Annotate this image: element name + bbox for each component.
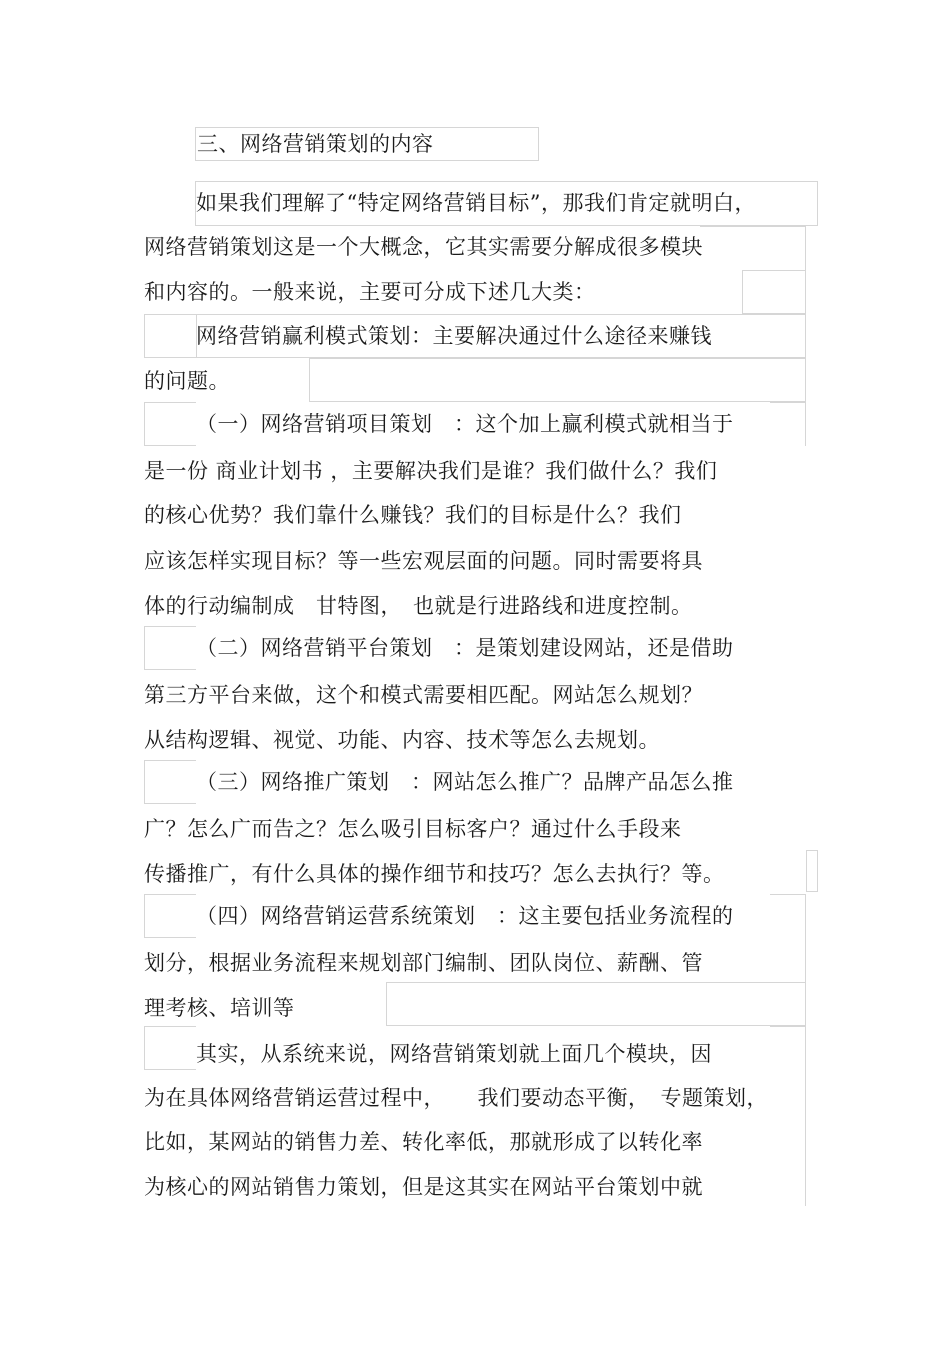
paragraph-line: （四）网络营销运营系统策划 ：这主要包括业务流程的 xyxy=(196,904,734,928)
paragraph-line: 的问题。 xyxy=(144,369,230,393)
paragraph-line: 划分，根据业务流程来规划部门编制、团队岗位、薪酬、管 xyxy=(144,951,703,975)
box-line xyxy=(742,270,806,314)
paragraph-line: 的核心优势？我们靠什么赚钱？我们的目标是什么？我们 xyxy=(144,503,682,527)
paragraph-line: （三）网络推广策划 ：网站怎么推广？品牌产品怎么推 xyxy=(196,770,734,794)
paragraph-line: 网络营销策划这是一个大概念，它其实需要分解成很多模块 xyxy=(144,235,703,259)
paragraph-line: 是一份 商业计划书 ，主要解决我们是谁？我们做什么？我们 xyxy=(144,459,718,483)
box-line xyxy=(770,402,806,446)
paragraph-line: 体的行动编制成 甘特图， 也就是行进路线和进度控制。 xyxy=(144,594,693,618)
paragraph-line: 理考核、培训等 xyxy=(144,996,295,1020)
box-line xyxy=(144,1026,196,1070)
box-line xyxy=(700,226,806,270)
paragraph-line: 比如，某网站的销售力差、转化率低，那就形成了以转化率 xyxy=(144,1130,703,1154)
paragraph-line: 其实，从系统来说，网络营销策划就上面几个模块，因 xyxy=(196,1042,712,1066)
box-line xyxy=(770,1026,806,1206)
paragraph-line: 从结构逻辑、视觉、功能、内容、技术等怎么去规划。 xyxy=(144,728,660,752)
box-line xyxy=(144,626,196,670)
box-line xyxy=(309,358,806,402)
box-line xyxy=(144,402,196,446)
paragraph-line: （一）网络营销项目策划 ：这个加上赢利模式就相当于 xyxy=(196,412,734,436)
paragraph-line: 如果我们理解了“特定网络营销目标”，那我们肯定就明白， xyxy=(196,191,756,215)
paragraph-line: 为核心的网站销售力策划，但是这其实在网站平台策划中就 xyxy=(144,1175,703,1199)
box-line xyxy=(144,760,196,804)
paragraph-line: 网络营销赢利模式策划：主要解决通过什么途径来赚钱 xyxy=(196,324,712,348)
box-line xyxy=(806,850,818,892)
paragraph-line: 和内容的。一般来说，主要可分成下述几大类： xyxy=(144,280,596,304)
section-heading: 三、网络营销策划的内容 xyxy=(197,132,434,156)
box-line xyxy=(144,314,196,358)
paragraph-line: 第三方平台来做，这个和模式需要相匹配。网站怎么规划？ xyxy=(144,683,703,707)
paragraph-line: （二）网络营销平台策划 ：是策划建设网站，还是借助 xyxy=(196,636,734,660)
paragraph-line: 应该怎样实现目标？等一些宏观层面的问题。同时需要将具 xyxy=(144,549,703,573)
paragraph-line: 广？怎么广而告之？怎么吸引目标客户？通过什么手段来 xyxy=(144,817,682,841)
box-line xyxy=(770,894,806,982)
paragraph-line: 为在具体网络营销运营过程中， 我们要动态平衡， 专题策划， xyxy=(144,1086,768,1110)
paragraph-line: 传播推广，有什么具体的操作细节和技巧？怎么去执行？等。 xyxy=(144,862,725,886)
box-line xyxy=(386,982,806,1026)
box-line xyxy=(144,894,196,938)
